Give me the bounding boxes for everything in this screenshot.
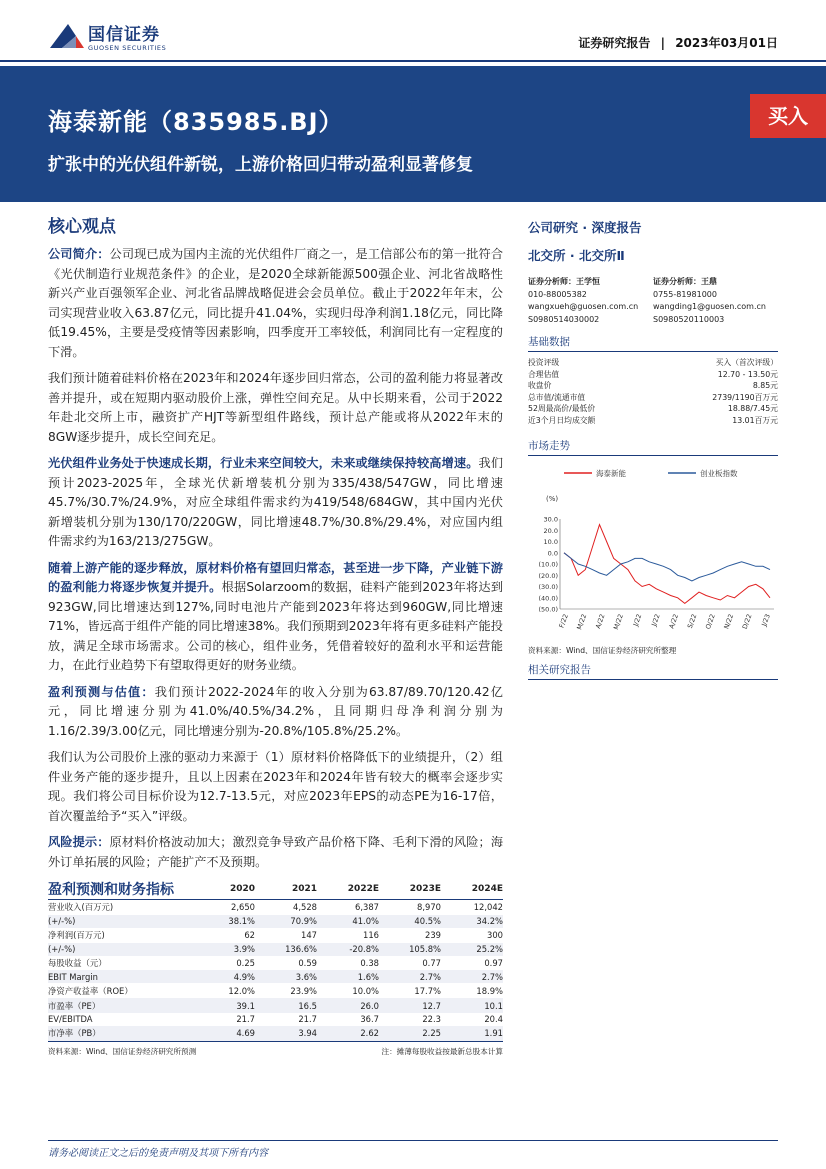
basic-data-key: 近3个月日均成交额 xyxy=(528,415,596,425)
year-col: 2020 xyxy=(229,884,255,894)
row-label: 营业收入(百万元) xyxy=(48,902,114,913)
table-cell: 70.9% xyxy=(255,915,317,928)
fin-table-notes xyxy=(48,1046,503,1057)
disclaimer-text: 请务必阅读正文之后的免责声明及其项下所有内容 xyxy=(48,1148,268,1159)
table-row xyxy=(48,915,503,928)
row-label: EV/EBITDA xyxy=(48,1014,93,1025)
chart-source: 资料来源：Wind、国信证券经济研究所整理 xyxy=(528,646,677,655)
paragraph-lead: 风险提示： xyxy=(48,835,110,849)
x-tick-label: A/22 xyxy=(667,612,681,630)
basic-data-row xyxy=(528,415,778,427)
table-cell: 10.0% xyxy=(352,985,379,996)
basic-data-row xyxy=(528,369,778,381)
basic-data-row xyxy=(528,380,778,392)
table-cell: 21.7 xyxy=(298,1014,317,1025)
analyst-cert: S0980520110003 xyxy=(653,314,725,324)
legend-label: 海泰新能 xyxy=(596,469,626,478)
y-tick-label: 10.0 xyxy=(543,538,558,546)
y-tick-label: 30.0 xyxy=(543,515,558,524)
paragraph xyxy=(48,748,503,826)
row-label: 每股收益（元） xyxy=(48,957,107,968)
row-label: (+/-%) xyxy=(48,943,193,956)
paragraph xyxy=(48,454,503,552)
x-tick-label: A/22 xyxy=(593,612,607,630)
table-cell: 8,970 xyxy=(417,902,441,913)
year-col: 2022E xyxy=(347,884,379,894)
table-cell: 62 xyxy=(244,930,255,941)
report-header xyxy=(0,0,826,62)
basic-data-key: 合理估值 xyxy=(528,369,560,379)
guosen-logo-icon xyxy=(48,18,86,52)
legend-label: 创业板指数 xyxy=(700,469,738,478)
financial-forecast-table xyxy=(48,879,503,1057)
table-cell: 2,650 xyxy=(231,902,255,913)
table-cell: 38.1% xyxy=(193,915,255,928)
row-label: (+/-%) xyxy=(48,915,193,928)
table-cell: 116 xyxy=(363,930,379,941)
basic-data-value: 买入（首次评级） xyxy=(715,358,778,367)
table-cell: 26.0 xyxy=(317,998,379,1013)
paragraph-text: 原材料价格波动加大；激烈竞争导致产品价格下降、毛利下滑的风险；海外订单拓展的风险；产能扩产不及预期。 xyxy=(48,835,504,869)
paragraph-text: 公司现已成为国内主流的光伏组件厂商之一，是工信部公布的第一批符合《光伏制造行业规范条件》的企业，是2020全球新能源500强企业、河北省战略性新兴产业百强领军企业、河北省品牌战略促进会会员单位。截止于2022年年末，公司实现营业收入63.87亿元，同比提升41.04%，实现归母净利润1.18亿元，同比降低19.45%，主要是受疫情等因素影响，四季度开工率较低，利润同比有一定程度的下滑。 xyxy=(48,247,504,359)
y-tick-label: (50.0) xyxy=(538,605,558,614)
company-logo xyxy=(48,18,208,58)
y-tick-label: (10.0) xyxy=(538,560,558,569)
table-row xyxy=(48,900,503,915)
table-cell: 12.0% xyxy=(228,985,255,996)
analyst-cert: S0980514030002 xyxy=(528,314,600,324)
table-cell: 0.38 xyxy=(360,957,379,968)
y-tick-label: (20.0) xyxy=(538,571,558,580)
table-cell: 2.25 xyxy=(379,1026,441,1041)
paragraph xyxy=(48,245,503,362)
analyst-name: 证券分析师：王鼎 xyxy=(653,277,717,286)
table-cell: 12.7 xyxy=(379,998,441,1013)
table-cell: 25.2% xyxy=(441,943,503,956)
page-footer xyxy=(48,1140,778,1159)
analyst-card xyxy=(528,276,653,326)
basic-data-value: 2739/1190百万元 xyxy=(712,392,778,402)
fin-table-title: 盈利预测和财务指标 xyxy=(48,882,174,898)
table-cell: 1.6% xyxy=(317,970,379,983)
paragraph-lead: 盈利预测与估值： xyxy=(48,684,155,699)
table-cell: 39.1 xyxy=(193,998,255,1013)
table-cell: 300 xyxy=(487,930,503,941)
x-tick-label: M/22 xyxy=(611,612,625,631)
paragraph-text: 我们预计随着硅料价格在2023年和2024年逐步回归常态，公司的盈利能力将显著改善并提升，或在短期内驱动股价上涨，弹性空间充足。从中长期来看，公司于2022年赴北交所上市，融资扩产HJT等新型组件路线，预计总产能或将从2022年末的8GW逐步提升，成长空间充足。 xyxy=(48,371,503,444)
rating-badge: 买入 xyxy=(750,94,826,138)
fin-source: 资料来源：Wind、国信证券经济研究所预测 xyxy=(48,1046,197,1056)
table-row xyxy=(48,970,503,983)
basic-data-value: 18.88/7.45元 xyxy=(727,404,778,413)
main-content xyxy=(48,212,503,1057)
table-cell: -20.8% xyxy=(317,943,379,956)
basic-data-title: 基础数据 xyxy=(528,334,778,352)
table-cell: 18.9% xyxy=(476,985,503,996)
fin-table-body xyxy=(48,900,503,1042)
table-cell: 0.97 xyxy=(484,957,503,968)
logo-chinese-name: 国信证券 xyxy=(88,25,160,45)
table-cell: 0.59 xyxy=(298,957,317,968)
table-cell: 147 xyxy=(301,930,317,941)
x-tick-label: J/22 xyxy=(649,612,662,628)
analyst-email[interactable]: wangding1@guosen.com.cn xyxy=(653,302,766,311)
core-view-paragraphs xyxy=(48,245,503,872)
year-col: 2024E xyxy=(471,884,503,894)
table-cell: 17.7% xyxy=(414,985,441,996)
table-cell: 12,042 xyxy=(473,902,503,913)
report-info xyxy=(578,34,778,51)
table-row xyxy=(48,956,503,971)
basic-data-value: 12.70 - 13.50元 xyxy=(717,369,778,379)
table-row xyxy=(48,998,503,1013)
report-category: 公司研究 · 深度报告 xyxy=(528,220,642,235)
analyst-email[interactable]: wangxueh@guosen.com.cn xyxy=(528,302,639,311)
title-banner xyxy=(0,66,826,202)
paragraph xyxy=(48,369,503,447)
basic-data-key: 52周最高价/最低价 xyxy=(528,404,596,413)
paragraph xyxy=(48,833,503,872)
table-cell: 2.62 xyxy=(317,1026,379,1041)
market-trend-title: 市场走势 xyxy=(528,438,778,456)
exchange-label: 北交所 · 北交所Ⅱ xyxy=(528,248,625,263)
table-row xyxy=(48,928,503,943)
analyst-phone: 0755-81981000 xyxy=(653,289,717,299)
paragraph xyxy=(48,559,503,676)
basic-data-key: 投资评级 xyxy=(528,358,560,367)
report-subtitle: 扩张中的光伏组件新锐，上游价格回归带动盈利显著修复 xyxy=(48,155,473,175)
paragraph xyxy=(48,683,503,742)
header-divider xyxy=(0,60,826,62)
table-cell: 4.9% xyxy=(193,970,255,983)
paragraph-text: 根据Solarzoom的数据，硅料产能到2023年将达到923GW,同比增速达到127%,同时电池片产能到2023年将达到960GW,同比增速71%，皆远高于组件产能的同比增速38%。我们预期到2023年将有更多硅料产能投放，满足全球市场需求。公司的核心，组件业务，凭借着较好的盈利水平和运营能力，在此行业趋势下有望取得更好的财务业绩。 xyxy=(48,580,504,672)
chart-svg xyxy=(528,461,778,641)
basic-data-row xyxy=(528,403,778,415)
paragraph-lead: 公司简介： xyxy=(48,247,110,261)
y-tick-label: (40.0) xyxy=(538,594,558,603)
basic-data-key: 收盘价 xyxy=(528,381,552,390)
table-cell: 41.0% xyxy=(317,915,379,928)
table-cell: 3.6% xyxy=(255,970,317,983)
x-tick-label: F/22 xyxy=(557,612,570,630)
report-info-divider: | xyxy=(660,36,665,50)
table-row xyxy=(48,1013,503,1026)
series-line-haitai xyxy=(564,525,770,604)
year-col: 2021 xyxy=(291,884,317,894)
row-label: 净资产收益率（ROE） xyxy=(48,985,133,996)
basic-data-row xyxy=(528,392,778,404)
basic-data-value: 8.85元 xyxy=(752,381,778,390)
analyst-phone: 010-88005382 xyxy=(528,289,587,299)
row-label: 市净率（PB） xyxy=(48,1026,193,1041)
x-tick-label: J/23 xyxy=(760,612,772,628)
fin-note: 注：摊薄每股收益按最新总股本计算 xyxy=(381,1046,503,1056)
x-tick-label: N/22 xyxy=(722,612,736,631)
paragraph-text: 我们预计2023-2025年，全球光伏新增装机分别为335/438/547GW，同比增速45.7%/30.7%/24.9%，对应全球组件需求约为419/548/684GW，其中国内光伏新增装机分别为130/170/220GW，同比增速48.7%/30.8%/29.4%，对应国内组件需求约为163/213/275GW。 xyxy=(48,456,504,548)
section-title: 核心观点 xyxy=(48,217,116,237)
fin-table-header xyxy=(48,879,503,900)
market-trend-chart xyxy=(528,461,778,641)
table-cell: 6,387 xyxy=(355,902,379,913)
row-label: 市盈率（PE） xyxy=(48,998,193,1013)
table-cell: 40.5% xyxy=(379,915,441,928)
paragraph-lead: 光伏组件业务处于快速成长期，行业未来空间较大，未来或继续保持较高增速。 xyxy=(48,456,479,470)
table-cell: 22.3 xyxy=(422,1014,441,1025)
logo-english-name: GUOSEN SECURITIES xyxy=(88,44,167,52)
paragraph-text: 我们认为公司股价上涨的驱动力来源于（1）原材料价格降低下的业绩提升，（2）组件业务产能的逐步提升，且以上因素在2023年和2024年皆有较大的概率会逐步实现。我们将公司目标价设为12.7-13.5元，对应2023年EPS的动态PE为16-17倍，首次覆盖给予“买入”评级。 xyxy=(48,750,503,823)
x-tick-label: O/22 xyxy=(703,612,717,631)
y-axis-label: (%) xyxy=(546,495,559,503)
report-type: 证券研究报告 xyxy=(578,36,651,50)
fin-table xyxy=(48,879,503,1042)
table-cell: 136.6% xyxy=(255,943,317,956)
year-col: 2023E xyxy=(409,884,441,894)
analyst-list xyxy=(528,276,778,326)
stock-title: 海泰新能（835985.BJ） xyxy=(48,108,344,136)
table-cell: 3.9% xyxy=(193,943,255,956)
table-cell: 21.7 xyxy=(236,1014,255,1025)
table-cell: 20.4 xyxy=(484,1014,503,1025)
basic-data-row xyxy=(528,357,778,369)
table-cell: 2.7% xyxy=(441,970,503,983)
table-cell: 0.25 xyxy=(236,957,255,968)
x-tick-label: S/22 xyxy=(685,612,699,630)
basic-data-list xyxy=(528,357,778,426)
table-cell: 2.7% xyxy=(379,970,441,983)
sidebar xyxy=(528,218,778,685)
basic-data-key: 总市值/流通市值 xyxy=(528,392,586,402)
table-cell: 10.1 xyxy=(441,998,503,1013)
analyst-card xyxy=(653,276,778,326)
table-cell: 4.69 xyxy=(193,1026,255,1041)
analyst-name: 证券分析师：王学恒 xyxy=(528,277,600,286)
y-tick-label: 0.0 xyxy=(547,549,558,558)
paragraph-text: 我们预计2022-2024年的收入分别为63.87/89.70/120.42亿元，同比增速分别为41.0%/40.5%/34.2%，且同期归母净利润分别为1.16/2.39/3.00亿元，同比增速分别为-20.8%/105.8%/25.2%。 xyxy=(48,684,503,738)
table-row xyxy=(48,983,503,998)
table-cell: 239 xyxy=(425,930,441,941)
y-tick-label: (30.0) xyxy=(538,583,558,591)
x-tick-label: J/22 xyxy=(631,612,644,628)
table-cell: 105.8% xyxy=(379,943,441,956)
row-label: EBIT Margin xyxy=(48,970,193,983)
table-cell: 3.94 xyxy=(255,1026,317,1041)
basic-data-value: 13.01百万元 xyxy=(732,415,778,425)
table-row xyxy=(48,1026,503,1041)
table-cell: 23.9% xyxy=(290,985,317,996)
table-cell: 34.2% xyxy=(441,915,503,928)
series-line-chinext xyxy=(564,553,770,581)
report-date: 2023年03月01日 xyxy=(675,36,778,50)
table-cell: 16.5 xyxy=(255,998,317,1013)
table-cell: 1.91 xyxy=(441,1026,503,1041)
y-tick-label: 20.0 xyxy=(543,526,558,535)
paragraph-lead: 随着上游产能的逐步释放，原材料价格有望回归常态，甚至进一步下降，产业链下游的盈利能力将逐步恢复并提升。 xyxy=(48,560,503,594)
table-row xyxy=(48,943,503,956)
row-label: 净利润(百万元) xyxy=(48,930,105,941)
table-cell: 36.7 xyxy=(360,1014,379,1025)
x-tick-label: M/22 xyxy=(575,612,589,631)
table-cell: 0.77 xyxy=(422,957,441,968)
x-tick-label: D/22 xyxy=(740,612,754,631)
related-reports-title: 相关研究报告 xyxy=(528,662,778,680)
table-cell: 4,528 xyxy=(293,902,317,913)
